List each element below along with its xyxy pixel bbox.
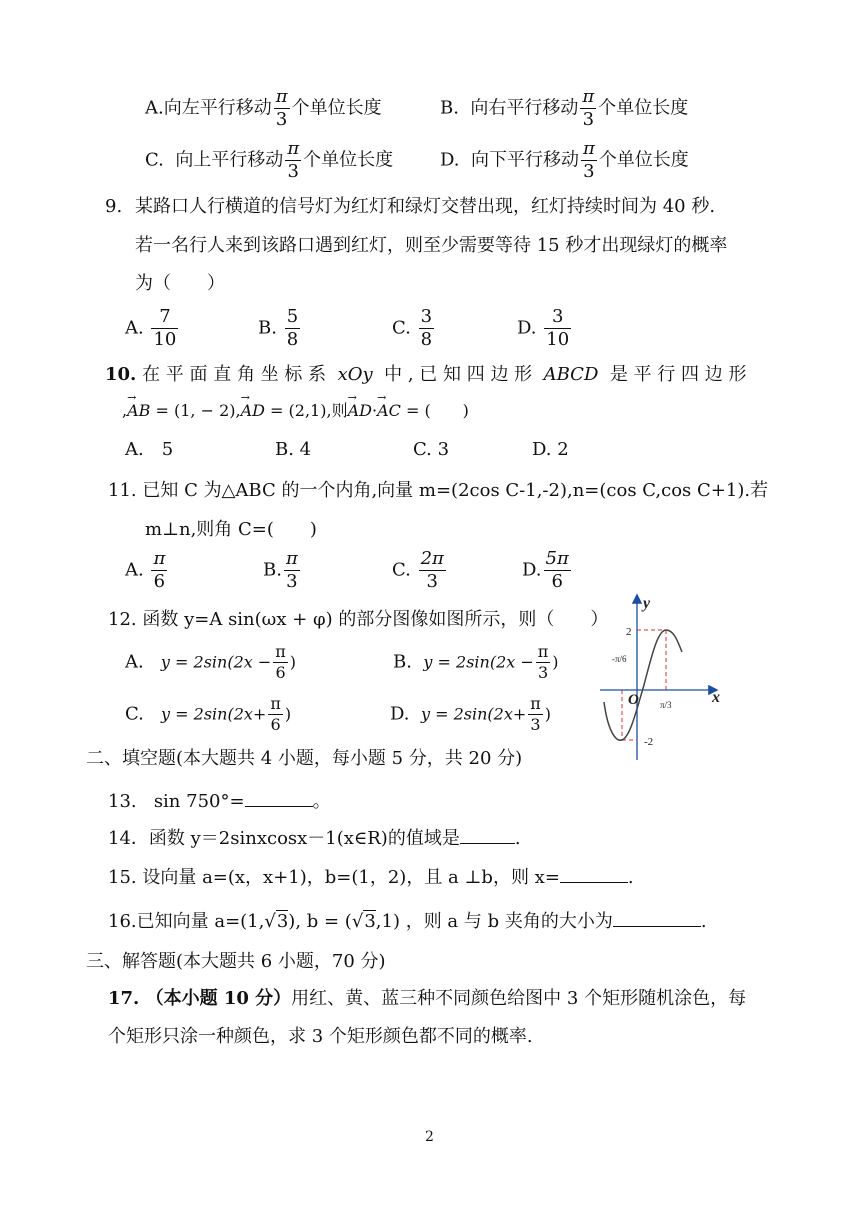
q8-option-d: D. 向下平行移动 $\frac{\pi}{3}$ 个单位长度 [440,138,689,182]
q9-option-b: B. $\frac{5}{8}$ [258,306,299,350]
q9-number: 9. [105,196,123,217]
sine-curve [604,630,682,740]
x-neg-label: -π/6 [612,654,627,664]
section2-heading: 二、填空题(本大题共 4 小题，每小题 5 分，共 20 分) [86,748,523,769]
q13: 13. sin 750°= 。 [108,791,331,812]
q9-option-d: D. $\frac{3}{10}$ [517,306,570,350]
q12-option-a: A. y = 2sin(2x − $\frac{\pi}{6}$ ) [125,642,297,682]
q9-option-c: C. $\frac{3}{8}$ [392,306,433,350]
q11-line1: 11. 已知 C 为△ABC 的一个内角,向量 m=(2cos C-1,-2),n=(cos C,cos C+1).若 [108,480,769,501]
q10-option-b: B. 4 [275,439,312,460]
q11-option-b: B. $\frac{\pi}{3}$ [263,548,298,592]
q10-option-c: C. 3 [413,439,450,460]
q10-option-d: D. 2 [532,439,569,460]
q17-line1: 17. （本小题 10 分）用红、黄、蓝三种不同颜色给图中 3 个矩形随机涂色，每 [108,988,747,1009]
sine-graph [598,592,733,764]
x-axis-label: x [712,689,720,706]
q11-option-d: D. $\frac{5\pi}{6}$ [522,548,569,592]
q11-option-c: C. $\frac{2\pi}{3}$ [392,548,444,592]
q12-option-b: B. y = 2sin(2x − $\frac{\pi}{3}$ ) [393,642,559,682]
q16: 16.已知向量 a=(1,√3), b = (√3,1) ，则 a 与 b 夹角的大小为 . [108,911,707,932]
origin-label: O [628,692,639,708]
y-axis-label: y [643,595,651,612]
q8-option-c: C. 向上平行移动 $\frac{\pi}{3}$ 个单位长度 [145,138,394,182]
q17-line2: 个矩形只涂一种颜色，求 3 个矩形颜色都不同的概率. [108,1026,533,1047]
q11-option-a: A. $\frac{\pi}{6}$ [125,548,166,592]
q12-option-d: D. y = 2sin(2x+ $\frac{\pi}{3}$ ) [390,694,552,734]
q8-option-b: B. 向右平行移动 $\frac{\pi}{3}$ 个单位长度 [440,86,689,130]
q12-stem: 12. 函数 y=A sin(ωx + φ) 的部分图像如图所示，则（ ） [108,609,609,630]
y-min-label: -2 [644,736,654,748]
q9-option-a: A. $\frac{7}{10}$ [125,306,177,350]
q9-line3: 为（ ） [135,273,225,294]
x-pos-label: π/3 [660,700,672,710]
section3-heading: 三、解答题(本大题共 6 小题，70 分) [86,951,386,972]
y-max-label: 2 [626,626,632,638]
q9-line1: 某路口人行横道的信号灯为红灯和绿灯交替出现，红灯持续时间为 40 秒. [135,196,716,217]
q10-option-a: A. 5 [125,439,174,460]
q11-line2: m⊥n,则角 C=( ) [145,519,317,540]
q9-line2: 若一名行人来到该路口遇到红灯，则至少需要等待 15 秒才出现绿灯的概率 [135,235,728,256]
q15: 15. 设向量 a=(x，x+1)，b=(1，2)，且 a ⊥b，则 x= . [108,867,634,888]
q8-option-a: A.向左平行移动 $\frac{\pi}{3}$ 个单位长度 [145,86,382,130]
page-number: 2 [425,1129,434,1145]
q14: 14．函数 y＝2sinxcosx－1(x∈R)的值域是 . [108,828,521,849]
q12-option-c: C. y = 2sin(2x+ $\frac{\pi}{6}$ ) [125,694,292,734]
q10-line2: ,→ AB = (1, − 2),→ AD = (2,1),则→ AD·→ AC = ( ) [122,403,469,419]
q10-line1: 10. 在 平 面 直 角 坐 标 系 xOy 中 , 已 知 四 边 形 ABCD 是 平 行 四 边 形 [105,364,747,385]
